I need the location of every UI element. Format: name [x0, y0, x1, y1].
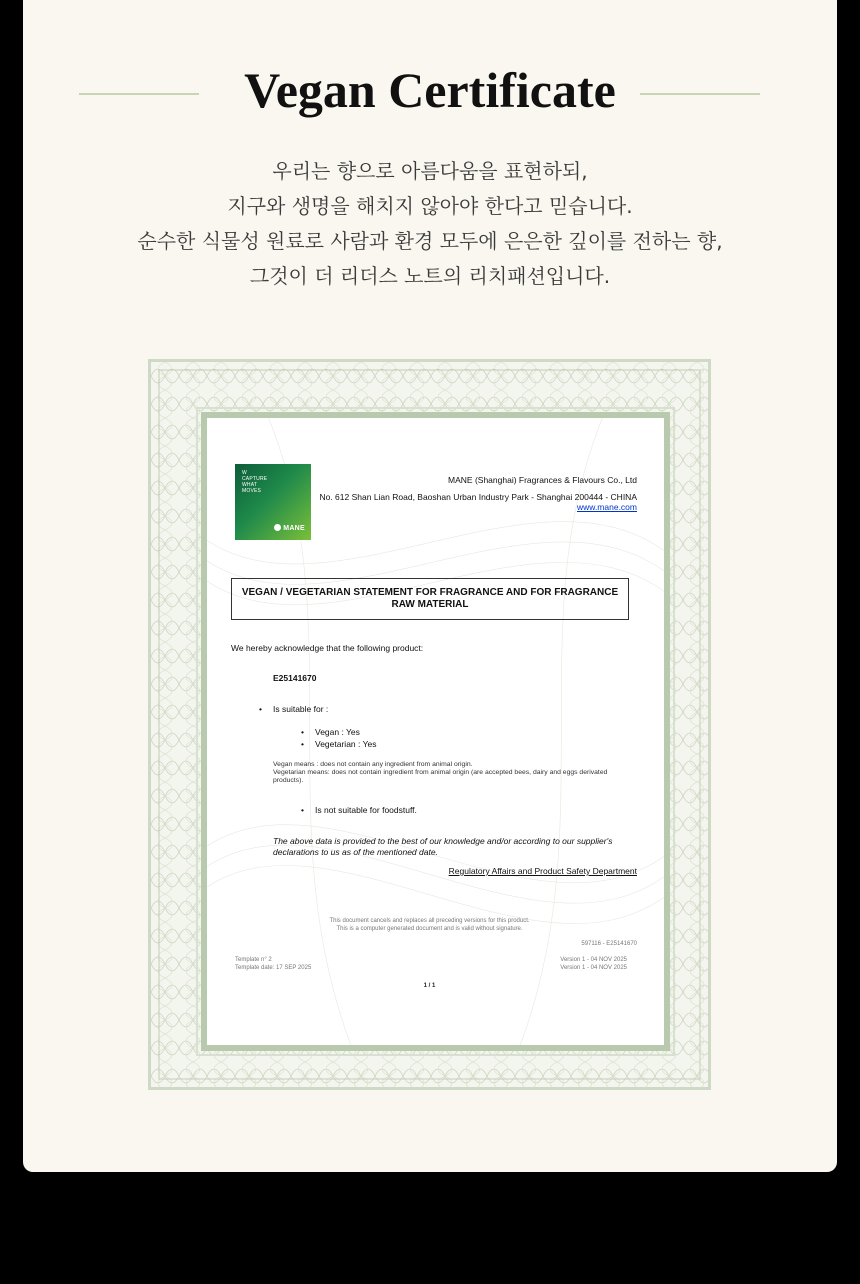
page-title: Vegan Certificate — [244, 62, 616, 118]
title-divider-right — [640, 93, 760, 95]
vegetarian-status: • Vegetarian : Yes — [315, 739, 376, 750]
department: Regulatory Affairs and Product Safety Department — [448, 866, 637, 876]
suitable-for: • Is suitable for : — [273, 704, 328, 715]
product-code: E25141670 — [273, 673, 317, 683]
intro-line-3: 순수한 식물성 원료로 사람과 환경 모두에 은은한 깊이를 전하는 향, — [137, 229, 723, 253]
company-address: No. 612 Shan Lian Road, Baoshan Urban Industry Park - Shanghai 200444 - CHINA — [319, 492, 637, 502]
template-date: Template date: 17 SEP 2025 — [235, 965, 312, 971]
page-number: 1 / 1 — [423, 983, 436, 989]
intro-text — [23, 154, 837, 294]
vegetarian-definition: Vegetarian means: does not contain ingredient from animal origin (are accepted bees, dairy and eggs derivated products). — [273, 769, 608, 784]
content-panel — [23, 0, 837, 1172]
intro-line-2: 지구와 생명을 해치지 않아야 한다고 믿습니다. — [227, 194, 633, 218]
doc-reference: 597116 - E25141670 — [581, 941, 637, 947]
mane-logo — [235, 464, 311, 540]
version-line-1: Version 1 - 04 NOV 2025 — [560, 957, 627, 963]
not-food-statement: • Is not suitable for foodstuff. — [315, 805, 417, 816]
certificate-image — [148, 359, 711, 1090]
intro-line-4: 그것이 더 리더스 노트의 리치패션입니다. — [249, 264, 611, 288]
disclaimer: The above data is provided to the best of our knowledge and/or according to our supplier's declarations to us as of the mentioned date. — [273, 836, 613, 857]
statement-title: VEGAN / VEGETARIAN STATEMENT FOR FRAGRANCE AND FOR FRAGRANCE RAW MATERIAL — [231, 578, 629, 620]
company-name: MANE (Shanghai) Fragrances & Flavours Co., Ltd — [448, 475, 637, 485]
version-line-2: Version 1 - 04 NOV 2025 — [560, 965, 627, 971]
acknowledge-text: We hereby acknowledge that the following product: — [231, 643, 424, 653]
logo-brand: MANE — [274, 524, 305, 532]
title-row — [23, 62, 837, 122]
certificate-paper — [201, 412, 670, 1051]
logo-tagline: W CAPTURE WHAT MOVES — [242, 470, 268, 494]
company-website-link[interactable]: www.mane.com — [577, 502, 637, 512]
vegan-status: • Vegan : Yes — [315, 727, 360, 738]
template-number: Template n° 2 — [235, 957, 272, 963]
computer-note: This is a computer generated document and is valid without signature. — [336, 926, 523, 932]
vegan-definition: Vegan means : does not contain any ingredient from animal origin. — [273, 761, 473, 768]
cancels-note: This document cancels and replaces all preceding versions for this product. — [329, 918, 530, 924]
mane-mark-icon — [274, 524, 281, 531]
company-info — [317, 475, 637, 512]
intro-line-1: 우리는 향으로 아름다움을 표현하되, — [272, 159, 588, 183]
